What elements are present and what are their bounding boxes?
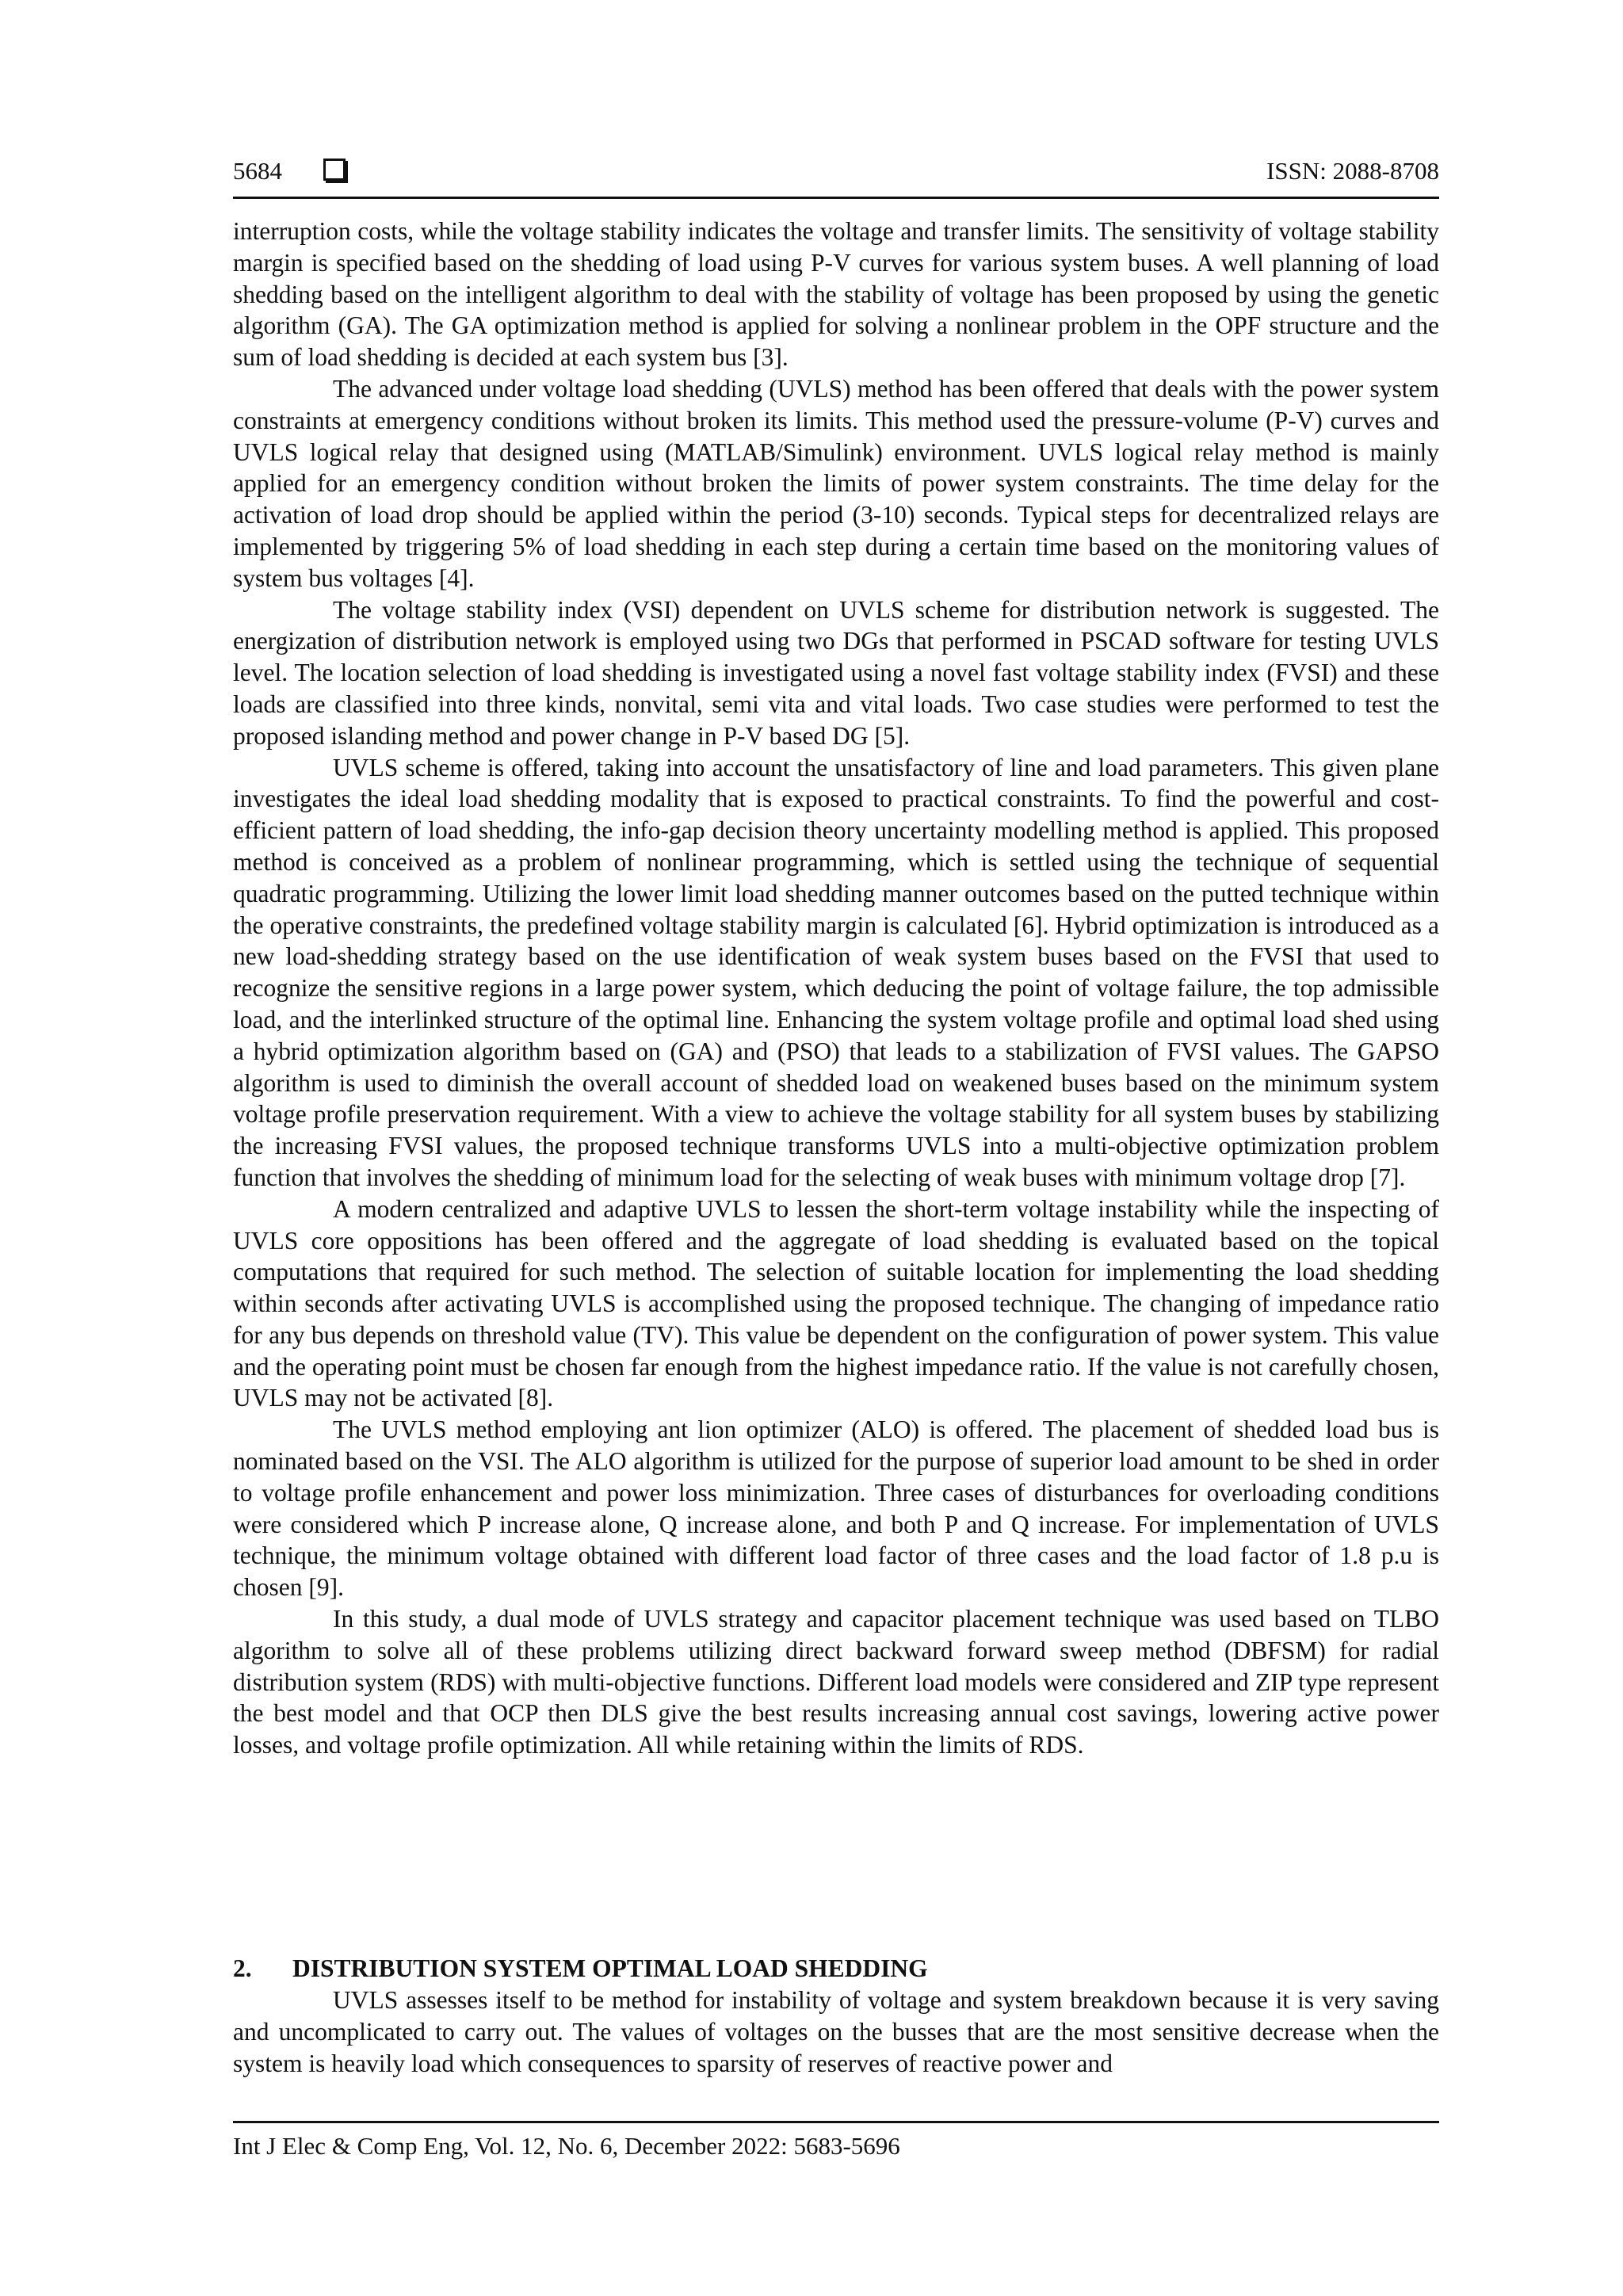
paragraph-7: In this study, a dual mode of UVLS strategy and capacitor placement technique was used based on TLBO algorithm to solve all of these problems utilizing direct backward forward sweep method (DBFSM) for radial distribution system (RDS) with multi-objective functions. Different load models were considered and ZIP type represent the best model and that OCP then DLS give the best results increasing annual cost savings, lowering active power losses, and voltage profile optimization. All while retaining within the limits of RDS. bbox=[233, 1605, 1439, 1759]
page-header bbox=[233, 152, 1439, 190]
footer-citation: Int J Elec & Comp Eng, Vol. 12, No. 6, December 2022: 5683-5696 bbox=[233, 2132, 900, 2160]
page-number: 5684 bbox=[233, 157, 282, 185]
footer-rule bbox=[233, 2121, 1439, 2123]
paragraph-1: interruption costs, while the voltage stability indicates the voltage and transfer limits. The sensitivity of voltage stability margin is specified based on the shedding of load using P-V curves for various system buses. A well planning of load shedding based on the intelligent algorithm to deal with the stability of voltage has been proposed by using the genetic algorithm (GA). The GA optimization method is applied for solving a nonlinear problem in the OPF structure and the sum of load shedding is decided at each system bus [3]. bbox=[233, 217, 1439, 372]
section-number: 2. bbox=[233, 1954, 252, 1982]
paragraph-4: UVLS scheme is offered, taking into account the unsatisfactory of line and load parameters. This given plane investigates the ideal load shedding modality that is exposed to practical constraints. To find the powerful and cost-efficient pattern of load shedding, the info-gap decision theory uncertainty modelling method is applied. This proposed method is conceived as a problem of nonlinear programming, which is settled using the technique of sequential quadratic programming. Utilizing the lower limit load shedding manner outcomes based on the putted technique within the operative constraints, the predefined voltage stability margin is calculated [6]. Hybrid optimization is introduced as a new load-shedding strategy based on the use identification of weak system buses based on the FVSI that used to recognize the sensitive regions in a large power system, which deducing the point of voltage failure, the top admissible load, and the interlinked structure of the optimal line. Enhancing the system voltage profile and optimal load shed using a hybrid optimization algorithm based on (GA) and (PSO) that leads to a stabilization of FVSI values. The GAPSO algorithm is used to diminish the overall account of shedded load on weakened buses based on the minimum system voltage profile preservation requirement. With a view to achieve the voltage stability for all system buses by stabilizing the increasing FVSI values, the proposed technique transforms UVLS into a multi-objective optimization problem function that involves the shedding of minimum load for the selecting of weak buses with minimum voltage drop [7]. bbox=[233, 753, 1439, 1191]
paragraph-2: The advanced under voltage load shedding (UVLS) method has been offered that deals with the power system constraints at emergency conditions without broken its limits. This method used the pressure-volume (P-V) curves and UVLS logical relay that designed using (MATLAB/Simulink) environment. UVLS logical relay method is mainly applied for an emergency condition without broken the limits of power system constraints. The time delay for the activation of load drop should be applied within the period (3-10) seconds. Typical steps for decentralized relays are implemented by triggering 5% of load shedding in each step during a certain time based on the monitoring values of system bus voltages [4]. bbox=[233, 374, 1439, 592]
section-2-paragraph: UVLS assesses itself to be method for instability of voltage and system breakdown because it is very saving and uncomplicated to carry out. The values of voltages on the busses that are the most sensitive decrease when the system is heavily load which consequences to sparsity of reserves of reactive power and bbox=[233, 1986, 1439, 2077]
header-rule bbox=[233, 197, 1439, 199]
body-text bbox=[233, 216, 1439, 1761]
section-title: DISTRIBUTION SYSTEM OPTIMAL LOAD SHEDDING bbox=[292, 1954, 928, 1982]
paragraph-6: The UVLS method employing ant lion optimizer (ALO) is offered. The placement of shedded load bus is nominated based on the VSI. The ALO algorithm is utilized for the purpose of superior load amount to be shed in order to voltage profile enhancement and power loss minimization. Three cases of disturbances for overloading conditions were considered which P increase alone, Q increase alone, and both P and Q increase. For implementation of UVLS technique, the minimum voltage obtained with different load factor of three cases and the load factor of 1.8 p.u is chosen [9]. bbox=[233, 1415, 1439, 1602]
section-2-text bbox=[233, 1985, 1439, 2079]
square-bullet-icon bbox=[323, 159, 346, 181]
paragraph-3: The voltage stability index (VSI) dependent on UVLS scheme for distribution network is suggested. The energization of distribution network is employed using two DGs that performed in PSCAD software for testing UVLS level. The location selection of load shedding is investigated using a novel fast voltage stability index (FVSI) and these loads are classified into three kinds, nonvital, semi vita and vital loads. Two case studies were performed to test the proposed islanding method and power change in P-V based DG [5]. bbox=[233, 595, 1439, 750]
section-heading bbox=[233, 1953, 1439, 1985]
paragraph-5: A modern centralized and adaptive UVLS to lessen the short-term voltage instability while the inspecting of UVLS core oppositions has been offered and the aggregate of load shedding is evaluated based on the topical computations that required for such method. The selection of suitable location for implementing the load shedding within seconds after activating UVLS is accomplished using the proposed technique. The changing of impedance ratio for any bus depends on threshold value (TV). This value be dependent on the configuration of power system. This value and the operating point must be chosen far enough from the highest impedance ratio. If the value is not carefully chosen, UVLS may not be activated [8]. bbox=[233, 1194, 1439, 1412]
issn-label: ISSN: 2088-8708 bbox=[1266, 157, 1439, 185]
